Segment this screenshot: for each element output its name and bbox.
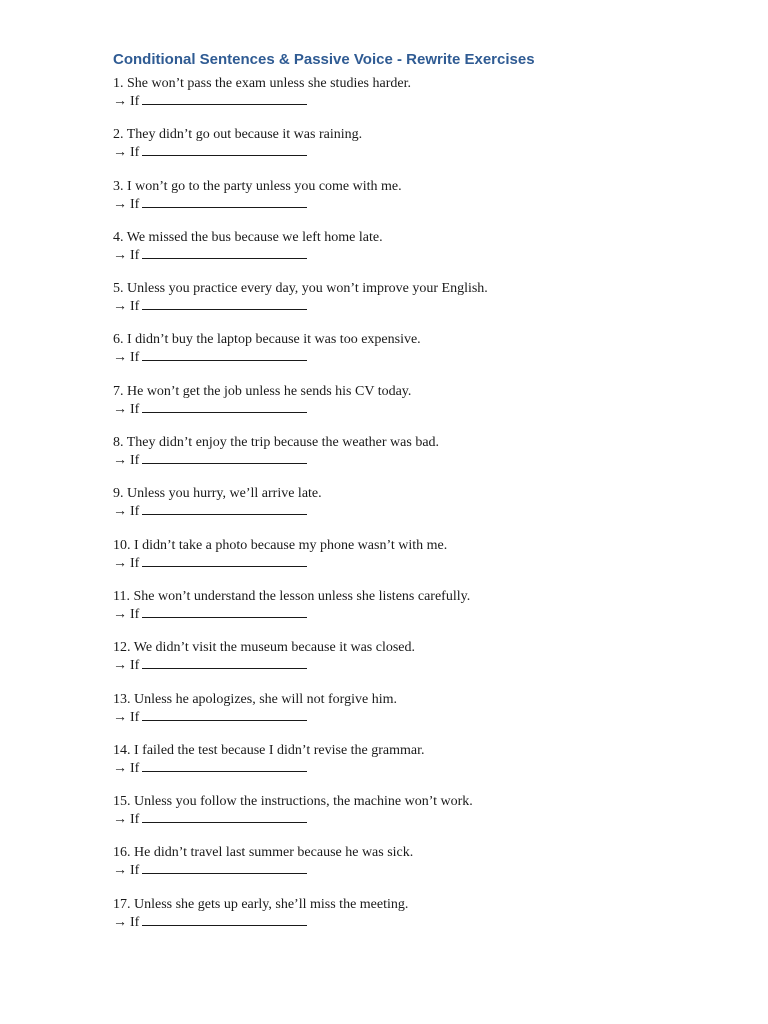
exercise-sentence: 6. I didn’t buy the laptop because it was too expensive. [113,332,421,348]
exercise-item [113,537,713,588]
exercise-sentence: 10. I didn’t take a photo because my phone wasn’t with me. [113,537,448,553]
right-arrow-icon: → [113,145,127,161]
exercise-sentence: 12. We didn’t visit the museum because it was closed. [113,640,416,656]
answer-line [113,861,713,880]
exercise-item [113,588,713,639]
right-arrow-icon: → [113,555,127,571]
exercise-sentence: 5. Unless you practice every day, you won’t improve your English. [113,281,488,297]
right-arrow-icon: → [113,247,127,263]
answer-line [113,810,713,829]
answer-line [113,143,713,162]
exercise-item [113,742,713,793]
right-arrow-icon: → [113,760,127,776]
answer-prefix: If [130,299,140,315]
answer-line [113,502,713,521]
exercise-item [113,229,713,280]
exercise-sentence: 3. I won’t go to the party unless you come with me. [113,178,402,194]
answer-prefix: If [130,760,140,776]
answer-line [113,246,713,265]
worksheet [113,50,713,947]
exercise-sentence: 2. They didn’t go out because it was raining. [113,127,363,143]
exercise-item [113,793,713,844]
right-arrow-icon: → [113,863,127,879]
worksheet-title: Conditional Sentences & Passive Voice - Rewrite Exercises [113,51,535,68]
exercise-sentence: 15. Unless you follow the instructions, the machine won’t work. [113,794,473,810]
exercise-sentence: 14. I failed the test because I didn’t revise the grammar. [113,742,425,758]
right-arrow-icon: → [113,299,127,315]
answer-blank[interactable] [142,451,307,464]
answer-blank[interactable] [142,554,307,567]
answer-blank[interactable] [142,348,307,361]
answer-line [113,554,713,573]
exercise-item [113,383,713,434]
exercise-sentence: 8. They didn’t enjoy the trip because the weather was bad. [113,435,440,451]
answer-line [113,297,713,316]
answer-line [113,708,713,727]
exercise-item [113,896,713,947]
answer-line [113,92,713,111]
answer-prefix: If [130,94,140,109]
exercise-sentence: 16. He didn’t travel last summer because he was sick. [113,845,414,861]
answer-blank[interactable] [142,861,307,874]
exercise-item [113,126,713,177]
answer-blank[interactable] [142,502,307,515]
exercise-sentence: 7. He won’t get the job unless he sends his CV today. [113,383,412,399]
answer-prefix: If [130,812,140,828]
answer-prefix: If [130,196,140,212]
right-arrow-icon: → [113,350,127,366]
answer-blank[interactable] [142,297,307,310]
answer-blank[interactable] [142,143,307,156]
answer-line [113,656,713,675]
exercise-item [113,280,713,331]
answer-blank[interactable] [142,759,307,772]
right-arrow-icon: → [113,196,127,212]
answer-prefix: If [130,247,140,263]
exercise-sentence: 13. Unless he apologizes, she will not forgive him. [113,691,397,707]
right-arrow-icon: → [113,504,127,520]
answer-prefix: If [130,453,140,469]
answer-blank[interactable] [142,810,307,823]
exercise-item [113,844,713,895]
exercise-item [113,75,713,126]
answer-prefix: If [130,863,140,879]
right-arrow-icon: → [113,453,127,469]
right-arrow-icon: → [113,914,127,930]
exercise-item [113,485,713,536]
exercise-item [113,331,713,382]
answer-blank[interactable] [142,656,307,669]
answer-line [113,913,713,932]
exercise-item [113,434,713,485]
answer-prefix: If [130,504,140,520]
answer-prefix: If [130,555,140,571]
answer-blank[interactable] [142,913,307,926]
answer-prefix: If [130,145,140,161]
right-arrow-icon: → [113,94,127,109]
right-arrow-icon: → [113,401,127,417]
answer-prefix: If [130,401,140,417]
exercise-sentence: 1. She won’t pass the exam unless she studies harder. [113,76,411,91]
right-arrow-icon: → [113,812,127,828]
exercise-sentence: 11. She won’t understand the lesson unless she listens carefully. [113,588,471,604]
answer-prefix: If [130,350,140,366]
exercise-item [113,691,713,742]
answer-line [113,195,713,214]
answer-blank[interactable] [142,246,307,259]
answer-blank[interactable] [142,92,307,105]
answer-prefix: If [130,658,140,674]
answer-prefix: If [130,606,140,622]
exercise-sentence: 9. Unless you hurry, we’ll arrive late. [113,486,322,502]
answer-line [113,400,713,419]
answer-blank[interactable] [142,400,307,413]
answer-blank[interactable] [142,708,307,721]
answer-prefix: If [130,914,140,930]
right-arrow-icon: → [113,658,127,674]
answer-blank[interactable] [142,195,307,208]
answer-prefix: If [130,709,140,725]
exercise-item [113,178,713,229]
exercise-item [113,639,713,690]
answer-line [113,451,713,470]
right-arrow-icon: → [113,606,127,622]
exercise-sentence: 4. We missed the bus because we left home late. [113,229,383,245]
exercise-sentence: 17. Unless she gets up early, she’ll miss the meeting. [113,896,409,912]
answer-line [113,605,713,624]
answer-line [113,759,713,778]
answer-line [113,348,713,367]
answer-blank[interactable] [142,605,307,618]
right-arrow-icon: → [113,709,127,725]
